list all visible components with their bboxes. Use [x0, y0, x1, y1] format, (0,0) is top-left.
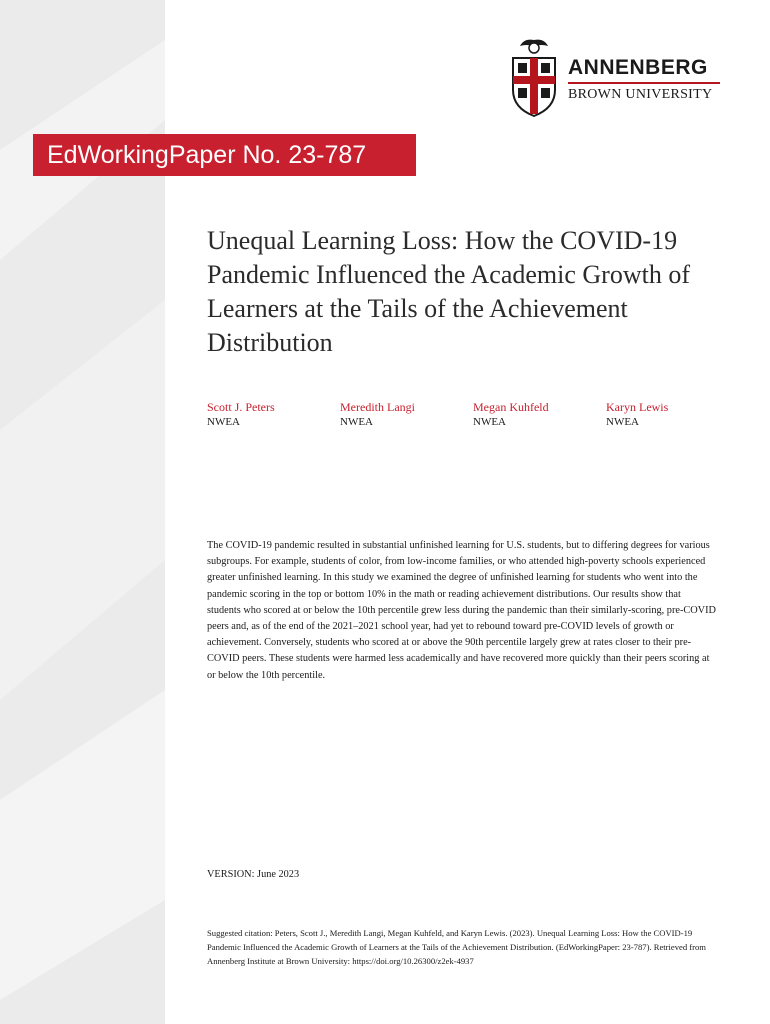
suggested-citation: Suggested citation: Peters, Scott J., Meredith Langi, Megan Kuhfeld, and Karyn Lewis. (2023). Unequal Learning Loss: How the COVID-19 Pandemic Influenced the Academic Growth of Learners at the Tails of the Achievement Distribution. (EdWorkingPaper: 23-787). Retrieved from Annenberg Institute at Brown University: https://doi.org/10.26300/z2ek-4937 — [207, 928, 706, 967]
author-item — [207, 400, 337, 430]
institution-subname: BROWN UNIVERSITY — [568, 87, 713, 102]
author-item — [606, 400, 736, 430]
abstract: The COVID-19 pandemic resulted in substantial unfinished learning for U.S. students, but to differing degrees for various subgroups. For example, students of color, from low-income families, or who attended high-poverty schools experienced greater unfinished learning. In this study we examined the degree of unfinished learning for students who went into the pandemic scoring in the top or bottom 10% in the math or reading achievement distributions. Our results show that students who scored at or below the 10th percentile grew less during the pandemic than their similarly-scoring, pre-COVID peers and, as of the end of the 2021–2021 school year, had yet to rebound toward pre-COVID levels of growth or achievement. Conversely, students who scored at or above the 90th percentile largely grew at rates closer to their pre-COVID peers. These students were harmed less academically and have recovered more quickly than their peers scoring at or below the 10th percentile. — [207, 540, 716, 681]
author-list — [207, 400, 727, 440]
paper-title: Unequal Learning Loss: How the COVID-19 Pandemic Influenced the Academic Growth of Learners at the Tails of the Achievement Distribution — [207, 226, 690, 357]
author-affiliation: NWEA — [473, 416, 506, 428]
author-affiliation: NWEA — [340, 416, 373, 428]
author-item — [473, 400, 603, 430]
author-name: Scott J. Peters — [207, 400, 275, 414]
logo-divider — [568, 82, 720, 84]
annenberg-logo — [510, 36, 725, 120]
author-name: Megan Kuhfeld — [473, 400, 549, 414]
version-line: VERSION: June 2023 — [207, 869, 300, 880]
author-affiliation: NWEA — [606, 416, 639, 428]
author-item — [340, 400, 470, 430]
author-name: Karyn Lewis — [606, 400, 669, 414]
author-affiliation: NWEA — [207, 416, 240, 428]
brown-shield-icon — [510, 36, 558, 118]
institution-name: ANNENBERG — [568, 56, 708, 79]
series-banner: EdWorkingPaper No. 23-787 — [33, 134, 416, 176]
author-name: Meredith Langi — [340, 400, 415, 414]
